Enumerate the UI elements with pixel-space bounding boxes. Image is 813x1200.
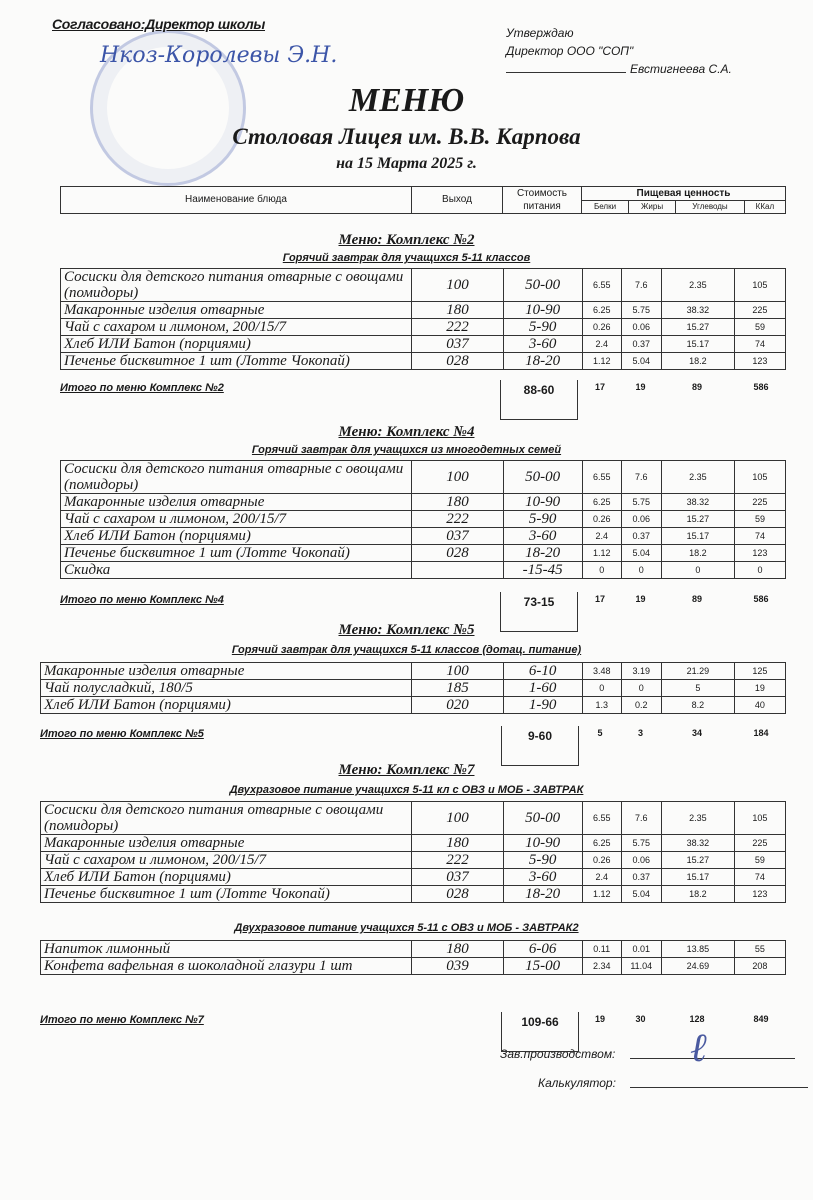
- dish-yield: 100: [412, 461, 503, 494]
- protein: 0.26: [582, 852, 621, 869]
- fat: 0.06: [621, 511, 661, 528]
- dish-yield: 028: [412, 886, 503, 903]
- carbs: 2.35: [661, 269, 734, 302]
- total-fat: 19: [635, 382, 646, 392]
- total-kcal: 586: [753, 382, 769, 392]
- col-cost-2: питания: [503, 201, 582, 214]
- agreed-label: Согласовано:Директор школы: [52, 16, 266, 32]
- dish-cost: 3-60: [503, 528, 582, 545]
- fat: 0.37: [621, 336, 661, 353]
- fat: 5.75: [621, 302, 661, 319]
- dish-cost: 5-90: [503, 319, 582, 336]
- section-title: Меню: Комплекс №5: [338, 622, 475, 638]
- table-row: [61, 528, 786, 545]
- fat: 5.75: [621, 494, 661, 511]
- dish-cost: 3-60: [503, 869, 582, 886]
- dish-cost: 5-90: [503, 852, 582, 869]
- total-cost: 73-15: [500, 592, 578, 632]
- dish-yield: 039: [412, 958, 503, 975]
- page-title: МЕНЮ: [348, 82, 465, 119]
- dish-cost: 18-20: [503, 353, 582, 370]
- protein: 6.55: [582, 269, 621, 302]
- fat: 11.04: [621, 958, 661, 975]
- dish-yield: 180: [412, 494, 503, 511]
- kcal: 123: [734, 353, 785, 370]
- dish-name: Чай с сахаром и лимоном, 200/15/7: [61, 319, 412, 336]
- table-row: [61, 562, 786, 579]
- approve-label: Утверждаю: [506, 26, 574, 40]
- production-signature: ℓ: [690, 1025, 707, 1071]
- menu-date: на 15 Марта 2025 г.: [336, 155, 477, 172]
- kcal: 105: [734, 461, 785, 494]
- protein: 6.55: [582, 461, 621, 494]
- dish-name: Сосиски для детского питания отварные с овощами (помидоры): [61, 269, 412, 302]
- dish-cost: 1-60: [503, 680, 582, 697]
- protein: 1.12: [582, 353, 621, 370]
- approve-position: Директор ООО "СОП": [506, 44, 634, 58]
- kcal: 123: [734, 545, 785, 562]
- dish-cost: 10-90: [503, 835, 582, 852]
- carbs: 18.2: [661, 353, 734, 370]
- table-row: [41, 852, 786, 869]
- total-fat: 3: [637, 728, 643, 738]
- group-subtitle: Горячий завтрак для учащихся 5-11 классов (дотац. питание): [231, 644, 582, 656]
- carbs: 8.2: [661, 697, 734, 714]
- total-kcal: 849: [753, 1014, 769, 1024]
- dish-cost: 6-06: [503, 941, 582, 958]
- col-fat: Жиры: [629, 201, 676, 214]
- total-label: Итого по меню Комплекс №4: [60, 594, 224, 606]
- dish-name: Чай с сахаром и лимоном, 200/15/7: [61, 511, 412, 528]
- dish-name: Сосиски для детского питания отварные с овощами (помидоры): [61, 461, 412, 494]
- fat: 5.04: [621, 353, 661, 370]
- group-subtitle: Горячий завтрак для учащихся из многодетных семей: [251, 444, 562, 456]
- carbs: 24.69: [661, 958, 734, 975]
- menu-table: [40, 662, 786, 714]
- kcal: 74: [734, 336, 785, 353]
- dish-cost: -15-45: [503, 562, 582, 579]
- agreed-signature: Нкоз-Королевы Э.Н.: [100, 43, 338, 68]
- protein: 0: [582, 562, 621, 579]
- table-row: [41, 958, 786, 975]
- table-row: [41, 680, 786, 697]
- section-title: Меню: Комплекс №2: [338, 232, 475, 248]
- group-subtitle: Горячий завтрак для учащихся 5-11 классов: [282, 252, 531, 264]
- kcal: 125: [734, 663, 785, 680]
- total-protein: 5: [597, 728, 603, 738]
- dish-name: Печенье бисквитное 1 шт (Лотте Чокопай): [41, 886, 412, 903]
- dish-yield: 037: [412, 869, 503, 886]
- dish-name: Хлеб ИЛИ Батон (порциями): [41, 697, 412, 714]
- table-row: [61, 319, 786, 336]
- menu-table: [60, 268, 786, 370]
- fat: 7.6: [621, 802, 661, 835]
- dish-cost: 3-60: [503, 336, 582, 353]
- protein: 3.48: [582, 663, 621, 680]
- menu-table: [40, 940, 786, 975]
- dish-name: Сосиски для детского питания отварные с овощами (помидоры): [41, 802, 412, 835]
- protein: 1.12: [582, 886, 621, 903]
- protein: 6.25: [582, 302, 621, 319]
- carbs: 15.27: [661, 852, 734, 869]
- kcal: 105: [734, 802, 785, 835]
- carbs: 18.2: [661, 545, 734, 562]
- dish-cost: 18-20: [503, 545, 582, 562]
- dish-name: Конфета вафельная в шоколадной глазури 1 шт: [41, 958, 412, 975]
- protein: 1.12: [582, 545, 621, 562]
- table-row: [41, 941, 786, 958]
- dish-yield: 185: [412, 680, 503, 697]
- fat: 5.04: [621, 886, 661, 903]
- col-name: Наименование блюда: [61, 187, 412, 214]
- carbs: 18.2: [661, 886, 734, 903]
- kcal: 225: [734, 494, 785, 511]
- dish-yield: 180: [412, 835, 503, 852]
- fat: 5.04: [621, 545, 661, 562]
- total-carbs: 128: [689, 1014, 705, 1024]
- total-carbs: 89: [691, 594, 702, 604]
- col-carbs: Углеводы: [676, 201, 745, 214]
- total-carbs: 34: [691, 728, 702, 738]
- total-label: Итого по меню Комплекс №7: [40, 1014, 204, 1026]
- col-nutrition: Пищевая ценность: [582, 187, 786, 201]
- protein: 6.25: [582, 494, 621, 511]
- carbs: 15.27: [661, 511, 734, 528]
- table-row: [41, 886, 786, 903]
- kcal: 40: [734, 697, 785, 714]
- table-row: [41, 697, 786, 714]
- carbs: 38.32: [661, 302, 734, 319]
- dish-name: Макаронные изделия отварные: [61, 494, 412, 511]
- group-subtitle: Двухразовое питание учащихся 5-11 с ОВЗ и МОБ - ЗАВТРАК2: [234, 922, 579, 934]
- dish-name: Чай полусладкий, 180/5: [41, 680, 412, 697]
- total-kcal: 586: [753, 594, 769, 604]
- table-row: [41, 663, 786, 680]
- dish-cost: 50-00: [503, 802, 582, 835]
- table-row: [61, 353, 786, 370]
- dish-name: Чай с сахаром и лимоном, 200/15/7: [41, 852, 412, 869]
- dish-name: Печенье бисквитное 1 шт (Лотте Чокопай): [61, 353, 412, 370]
- table-row: [41, 869, 786, 886]
- dish-cost: 50-00: [503, 461, 582, 494]
- dish-name: Макаронные изделия отварные: [41, 835, 412, 852]
- dish-yield: 222: [412, 852, 503, 869]
- calculator-signature-line: [630, 1087, 808, 1088]
- kcal: 74: [734, 869, 785, 886]
- total-label: Итого по меню Комплекс №5: [40, 728, 204, 740]
- kcal: 19: [734, 680, 785, 697]
- dish-yield: 100: [412, 269, 503, 302]
- protein: 0.11: [582, 941, 621, 958]
- table-row: [41, 835, 786, 852]
- approve-name: Евстигнеева С.А.: [630, 62, 732, 76]
- kcal: 74: [734, 528, 785, 545]
- kcal: 59: [734, 511, 785, 528]
- protein: 0: [582, 680, 621, 697]
- dish-cost: 18-20: [503, 886, 582, 903]
- kcal: 123: [734, 886, 785, 903]
- table-row: [61, 461, 786, 494]
- protein: 6.55: [582, 802, 621, 835]
- carbs: 2.35: [661, 802, 734, 835]
- section-title: Меню: Комплекс №4: [338, 424, 475, 440]
- col-yield: Выход: [412, 187, 503, 214]
- dish-name: Хлеб ИЛИ Батон (порциями): [41, 869, 412, 886]
- dish-name: Хлеб ИЛИ Батон (порциями): [61, 528, 412, 545]
- production-signature-line: [630, 1058, 795, 1059]
- total-protein: 17: [594, 594, 605, 604]
- dish-yield: 100: [412, 802, 503, 835]
- approve-block: [506, 24, 732, 78]
- kcal: 225: [734, 302, 785, 319]
- fat: 7.6: [621, 269, 661, 302]
- total-protein: 17: [594, 382, 605, 392]
- dish-name: Печенье бисквитное 1 шт (Лотте Чокопай): [61, 545, 412, 562]
- group-subtitle: Двухразовое питание учащихся 5-11 кл с ОВЗ и МОБ - ЗАВТРАК: [229, 784, 584, 796]
- col-kcal: ККал: [744, 201, 785, 214]
- kcal: 105: [734, 269, 785, 302]
- dish-cost: 6-10: [503, 663, 582, 680]
- protein: 0.26: [582, 319, 621, 336]
- col-protein: Белки: [582, 201, 629, 214]
- fat: 0: [621, 680, 661, 697]
- carbs: 21.29: [661, 663, 734, 680]
- dish-yield: [412, 562, 503, 579]
- dish-cost: 10-90: [503, 302, 582, 319]
- fat: 7.6: [621, 461, 661, 494]
- dish-cost: 15-00: [503, 958, 582, 975]
- total-fat: 30: [635, 1014, 646, 1024]
- fat: 0: [621, 562, 661, 579]
- calculator-label: Калькулятор:: [538, 1076, 616, 1090]
- table-row: [61, 302, 786, 319]
- total-protein: 19: [594, 1014, 605, 1024]
- canteen-name: Столовая Лицея им. В.В. Карпова: [232, 124, 581, 149]
- table-row: [61, 269, 786, 302]
- production-label: Зав.производством:: [500, 1047, 616, 1061]
- total-label: Итого по меню Комплекс №2: [60, 382, 224, 394]
- carbs: 15.27: [661, 319, 734, 336]
- dish-yield: 020: [412, 697, 503, 714]
- table-row: [61, 336, 786, 353]
- kcal: 208: [734, 958, 785, 975]
- dish-name: Напиток лимонный: [41, 941, 412, 958]
- kcal: 59: [734, 852, 785, 869]
- dish-name: Макаронные изделия отварные: [41, 663, 412, 680]
- table-row: [41, 802, 786, 835]
- carbs: 13.85: [661, 941, 734, 958]
- dish-yield: 028: [412, 545, 503, 562]
- table-row: [61, 511, 786, 528]
- fat: 5.75: [621, 835, 661, 852]
- protein: 6.25: [582, 835, 621, 852]
- total-cost: 109-66: [501, 1012, 579, 1052]
- fat: 0.2: [621, 697, 661, 714]
- protein: 2.4: [582, 336, 621, 353]
- total-cost: 88-60: [500, 380, 578, 420]
- carbs: 5: [661, 680, 734, 697]
- dish-cost: 1-90: [503, 697, 582, 714]
- column-header-table: [60, 186, 786, 214]
- kcal: 0: [734, 562, 785, 579]
- carbs: 38.32: [661, 494, 734, 511]
- dish-yield: 222: [412, 511, 503, 528]
- table-row: [61, 494, 786, 511]
- protein: 1.3: [582, 697, 621, 714]
- protein: 0.26: [582, 511, 621, 528]
- fat: 3.19: [621, 663, 661, 680]
- total-kcal: 184: [753, 728, 769, 738]
- dish-yield: 180: [412, 302, 503, 319]
- table-row: [61, 545, 786, 562]
- protein: 2.34: [582, 958, 621, 975]
- fat: 0.37: [621, 528, 661, 545]
- carbs: 15.17: [661, 336, 734, 353]
- dish-yield: 037: [412, 336, 503, 353]
- kcal: 225: [734, 835, 785, 852]
- dish-yield: 100: [412, 663, 503, 680]
- dish-name: Скидка: [61, 562, 412, 579]
- dish-cost: 10-90: [503, 494, 582, 511]
- carbs: 0: [661, 562, 734, 579]
- protein: 2.4: [582, 869, 621, 886]
- dish-cost: 5-90: [503, 511, 582, 528]
- dish-name: Макаронные изделия отварные: [61, 302, 412, 319]
- dish-yield: 180: [412, 941, 503, 958]
- kcal: 55: [734, 941, 785, 958]
- carbs: 2.35: [661, 461, 734, 494]
- total-fat: 19: [635, 594, 646, 604]
- kcal: 59: [734, 319, 785, 336]
- carbs: 15.17: [661, 869, 734, 886]
- fat: 0.06: [621, 852, 661, 869]
- dish-yield: 028: [412, 353, 503, 370]
- carbs: 38.32: [661, 835, 734, 852]
- total-cost: 9-60: [501, 726, 579, 766]
- section-title: Меню: Комплекс №7: [338, 762, 475, 778]
- carbs: 15.17: [661, 528, 734, 545]
- dish-name: Хлеб ИЛИ Батон (порциями): [61, 336, 412, 353]
- dish-yield: 037: [412, 528, 503, 545]
- col-cost-1: Стоимость: [503, 187, 582, 201]
- total-carbs: 89: [691, 382, 702, 392]
- fat: 0.37: [621, 869, 661, 886]
- menu-table: [60, 460, 786, 579]
- protein: 2.4: [582, 528, 621, 545]
- dish-cost: 50-00: [503, 269, 582, 302]
- menu-table: [40, 801, 786, 903]
- fat: 0.01: [621, 941, 661, 958]
- fat: 0.06: [621, 319, 661, 336]
- dish-yield: 222: [412, 319, 503, 336]
